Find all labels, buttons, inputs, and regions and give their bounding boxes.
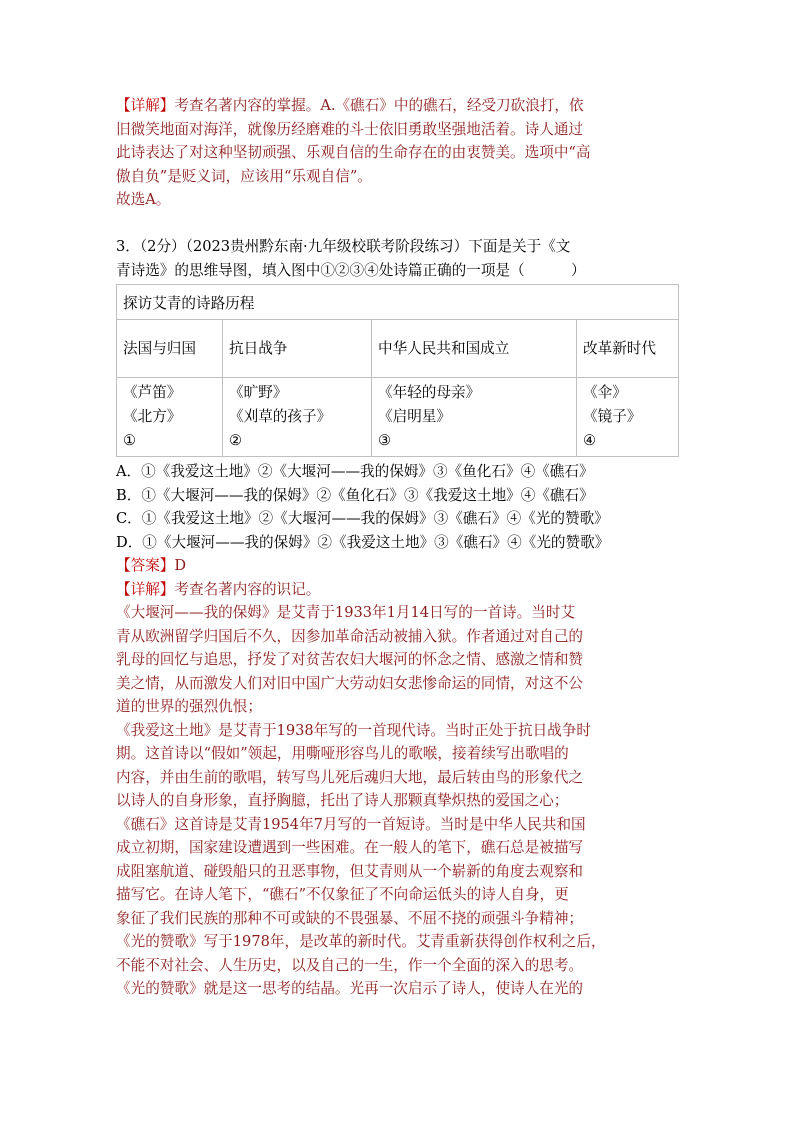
q3-explanation-line: 成立初期，国家建设遭遇到一些困难。在一般人的笔下，礁石总是被描写 <box>116 839 584 856</box>
q3-explanation-intro: 【详解】考查名著内容的识记。 <box>116 580 321 598</box>
q3-stem-line-1: 3．（2分）（2023贵州黔东南·九年级校联考阶段练习）下面是关于《文 <box>116 238 571 255</box>
era-cell: 法国与归国 <box>117 320 223 378</box>
q2-conclusion: 故选A。 <box>116 191 171 208</box>
q3-explanation-line: 《礁石》这首诗是艾青1954年7月写的一首短诗。当时是中华人民共和国 <box>116 815 586 833</box>
answer-label: 【答案】 <box>116 557 175 574</box>
q3-explanation-line: 内容，并由生前的歌唱，转写鸟儿死后魂归大地，最后转由鸟的形象代之 <box>116 768 584 786</box>
era-cell: 改革新时代 <box>577 320 679 378</box>
mind-map-table <box>116 284 679 457</box>
table-title: 探访艾青的诗路历程 <box>117 285 679 320</box>
option-c: C．①《我爱这土地》②《大堰河——我的保姆》③《礁石》④《光的赞歌》 <box>116 510 609 527</box>
q3-explanation-line: 《大堰河——我的保姆》是艾青于1933年1月14日写的一首诗。当时艾 <box>116 604 576 621</box>
q3-explanation-line: 成阻塞航道、碰毁船只的丑恶事物，但艾青则从一个崭新的角度去观察和 <box>116 862 584 880</box>
q3-explanation-line: 美之情，从而激发人们对旧中国广大劳动妇女悲惨命运的同情，对这不公 <box>116 674 584 692</box>
q2-explanation-line-4: 傲自负”是贬义词，应该用“乐观自信”。 <box>116 167 372 185</box>
poems-cell: 《芦笛》 《北方》 ① <box>117 378 223 457</box>
q2-explanation-line-3: 此诗表达了对这种坚韧顽强、乐观自信的生命存在的由衷赞美。选项中“高 <box>116 144 591 161</box>
explanation-label: 【详解】 <box>116 97 175 114</box>
answer-line <box>116 554 678 578</box>
q3-explanation-line: 以诗人的自身形象，直抒胸臆，托出了诗人那颗真挚炽热的爱国之心； <box>116 792 569 809</box>
q3-explanation-line: 青从欧洲留学归国后不久，因参加革命活动被捕入狱。作者通过对自己的 <box>116 627 584 645</box>
q3-explanation-line: 象征了我们民族的那种不可或缺的不畏强暴、不屈不挠的顽强斗争精神； <box>116 909 584 927</box>
era-cell: 抗日战争 <box>223 320 372 378</box>
option-b: B．①《大堰河——我的保姆》②《鱼化石》③《我爱这土地》④《礁石》 <box>116 486 594 504</box>
poems-cell: 《旷野》 《刈草的孩子》 ② <box>223 378 372 457</box>
q2-explanation-line-1: 【详解】考查名著内容的掌握。A.《礁石》中的礁石，经受刀砍浪打，依 <box>116 97 584 114</box>
q3-explanation-line: 期。这首诗以“假如”领起，用嘶哑形容鸟儿的歌喉，接着续写出歌唱的 <box>116 745 569 762</box>
q3-explanation-line: 描写它。在诗人笔下，“礁石”不仅象征了不向命运低头的诗人自身，更 <box>116 886 569 903</box>
poems-cell: 《年轻的母亲》 《启明星》 ③ <box>372 378 577 457</box>
poems-cell: 《伞》 《镜子》 ④ <box>577 378 679 457</box>
option-a: A．①《我爱这土地》②《大堰河——我的保姆》③《鱼化石》④《礁石》 <box>116 463 594 480</box>
q3-stem-line-2: 青诗选》的思维导图，填入图中①②③④处诗篇正确的一项是（ ） <box>116 261 586 279</box>
spacer <box>116 212 678 236</box>
q3-explanation-line: 道的世界的强烈仇恨； <box>116 698 262 715</box>
q3-explanation-line: 《光的赞歌》写于1978年，是改革的新时代。艾青重新获得创作权利之后， <box>116 933 606 950</box>
option-d: D．①《大堰河——我的保姆》②《我爱这土地》③《礁石》④《光的赞歌》 <box>116 533 610 551</box>
page-content <box>116 94 678 1001</box>
q3-explanation-line: 不能不对社会、人生历史，以及自己的一生，作一个全面的深入的思考。 <box>116 956 584 974</box>
q3-explanation-line: 《光的赞歌》就是这一思考的结晶。光再一次启示了诗人，使诗人在光的 <box>116 980 584 997</box>
q3-explanation-line: 乳母的回忆与追思，抒发了对贫苦农妇大堰河的怀念之情、感激之情和赞 <box>116 651 584 668</box>
q3-explanation-line: 《我爱这土地》是艾青于1938年写的一首现代诗。当时正处于抗日战争时 <box>116 721 591 739</box>
answer-value: D <box>174 557 187 574</box>
era-cell: 中华人民共和国成立 <box>372 320 577 378</box>
q2-explanation-line-2: 旧微笑地面对海洋，就像历经磨难的斗士依旧勇敢坚强地活着。诗人通过 <box>116 120 584 138</box>
explanation-label: 【详解】 <box>116 580 175 598</box>
